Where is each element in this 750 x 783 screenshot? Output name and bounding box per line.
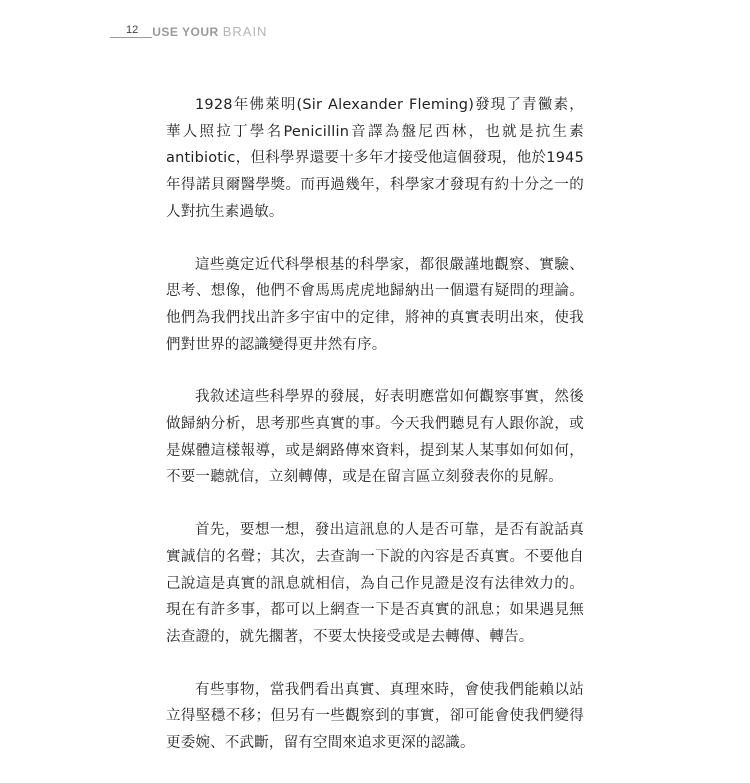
paragraph-4: 首先，要想一想，發出這訊息的人是否可靠，是否有說話真實誠信的名聲；其次，去查詢一下說的內容是否真實。不要他自己說這是真實的訊息就相信，為自己作見證是沒有法律效力的。現在有許多事，都可以上網查一下是否真實的訊息；如果遇見無法查證的，就先擱著，不要太快接受或是去轉傳、轉告。 <box>166 522 584 645</box>
body-text <box>166 92 584 783</box>
paragraph-3: 我敘述這些科學界的發展，好表明應當如何觀察事實，然後做歸納分析，思考那些真實的事。今天我們聽見有人跟你說，或是媒體這樣報導，或是網路傳來資料，提到某人某事如何如何，不要一聽就信，立刻轉傳，或是在留言區立刻發表你的見解。 <box>166 389 584 486</box>
paragraph-5: 有些事物，當我們看出真實、真理來時，會使我們能賴以站立得堅穩不移；但另有一些觀察到的事實，卻可能會使我們變得更委婉、不武斷，留有空間來追求更深的認識。 <box>166 681 584 752</box>
paragraph-2: 這些奠定近代科學根基的科學家，都很嚴謹地觀察、實驗、思考、想像，他們不會馬馬虎虎地歸納出一個還有疑問的理論。他們為我們找出許多宇宙中的定律，將神的真實表明出來，使我們對世界的認識變得更井然有序。 <box>166 256 584 353</box>
header-rule <box>110 37 152 38</box>
paragraph-1: 1928年佛萊明(Sir Alexander Fleming)發現了青黴素，華人照拉丁學名Penicillin音譯為盤尼西林，也就是抗生素antibiotic，但科學界還要十多年才接受他這個發現，他於1945年得諾貝爾醫學獎。而再過幾年，科學家才發現有約十分之一的人對抗生素過敏。 <box>166 97 584 220</box>
running-title-light: BRAIN <box>222 23 268 39</box>
running-header <box>110 20 267 42</box>
running-title-bold: USE YOUR <box>152 24 219 39</box>
page-number: 12 <box>126 24 139 36</box>
running-title <box>152 24 267 39</box>
